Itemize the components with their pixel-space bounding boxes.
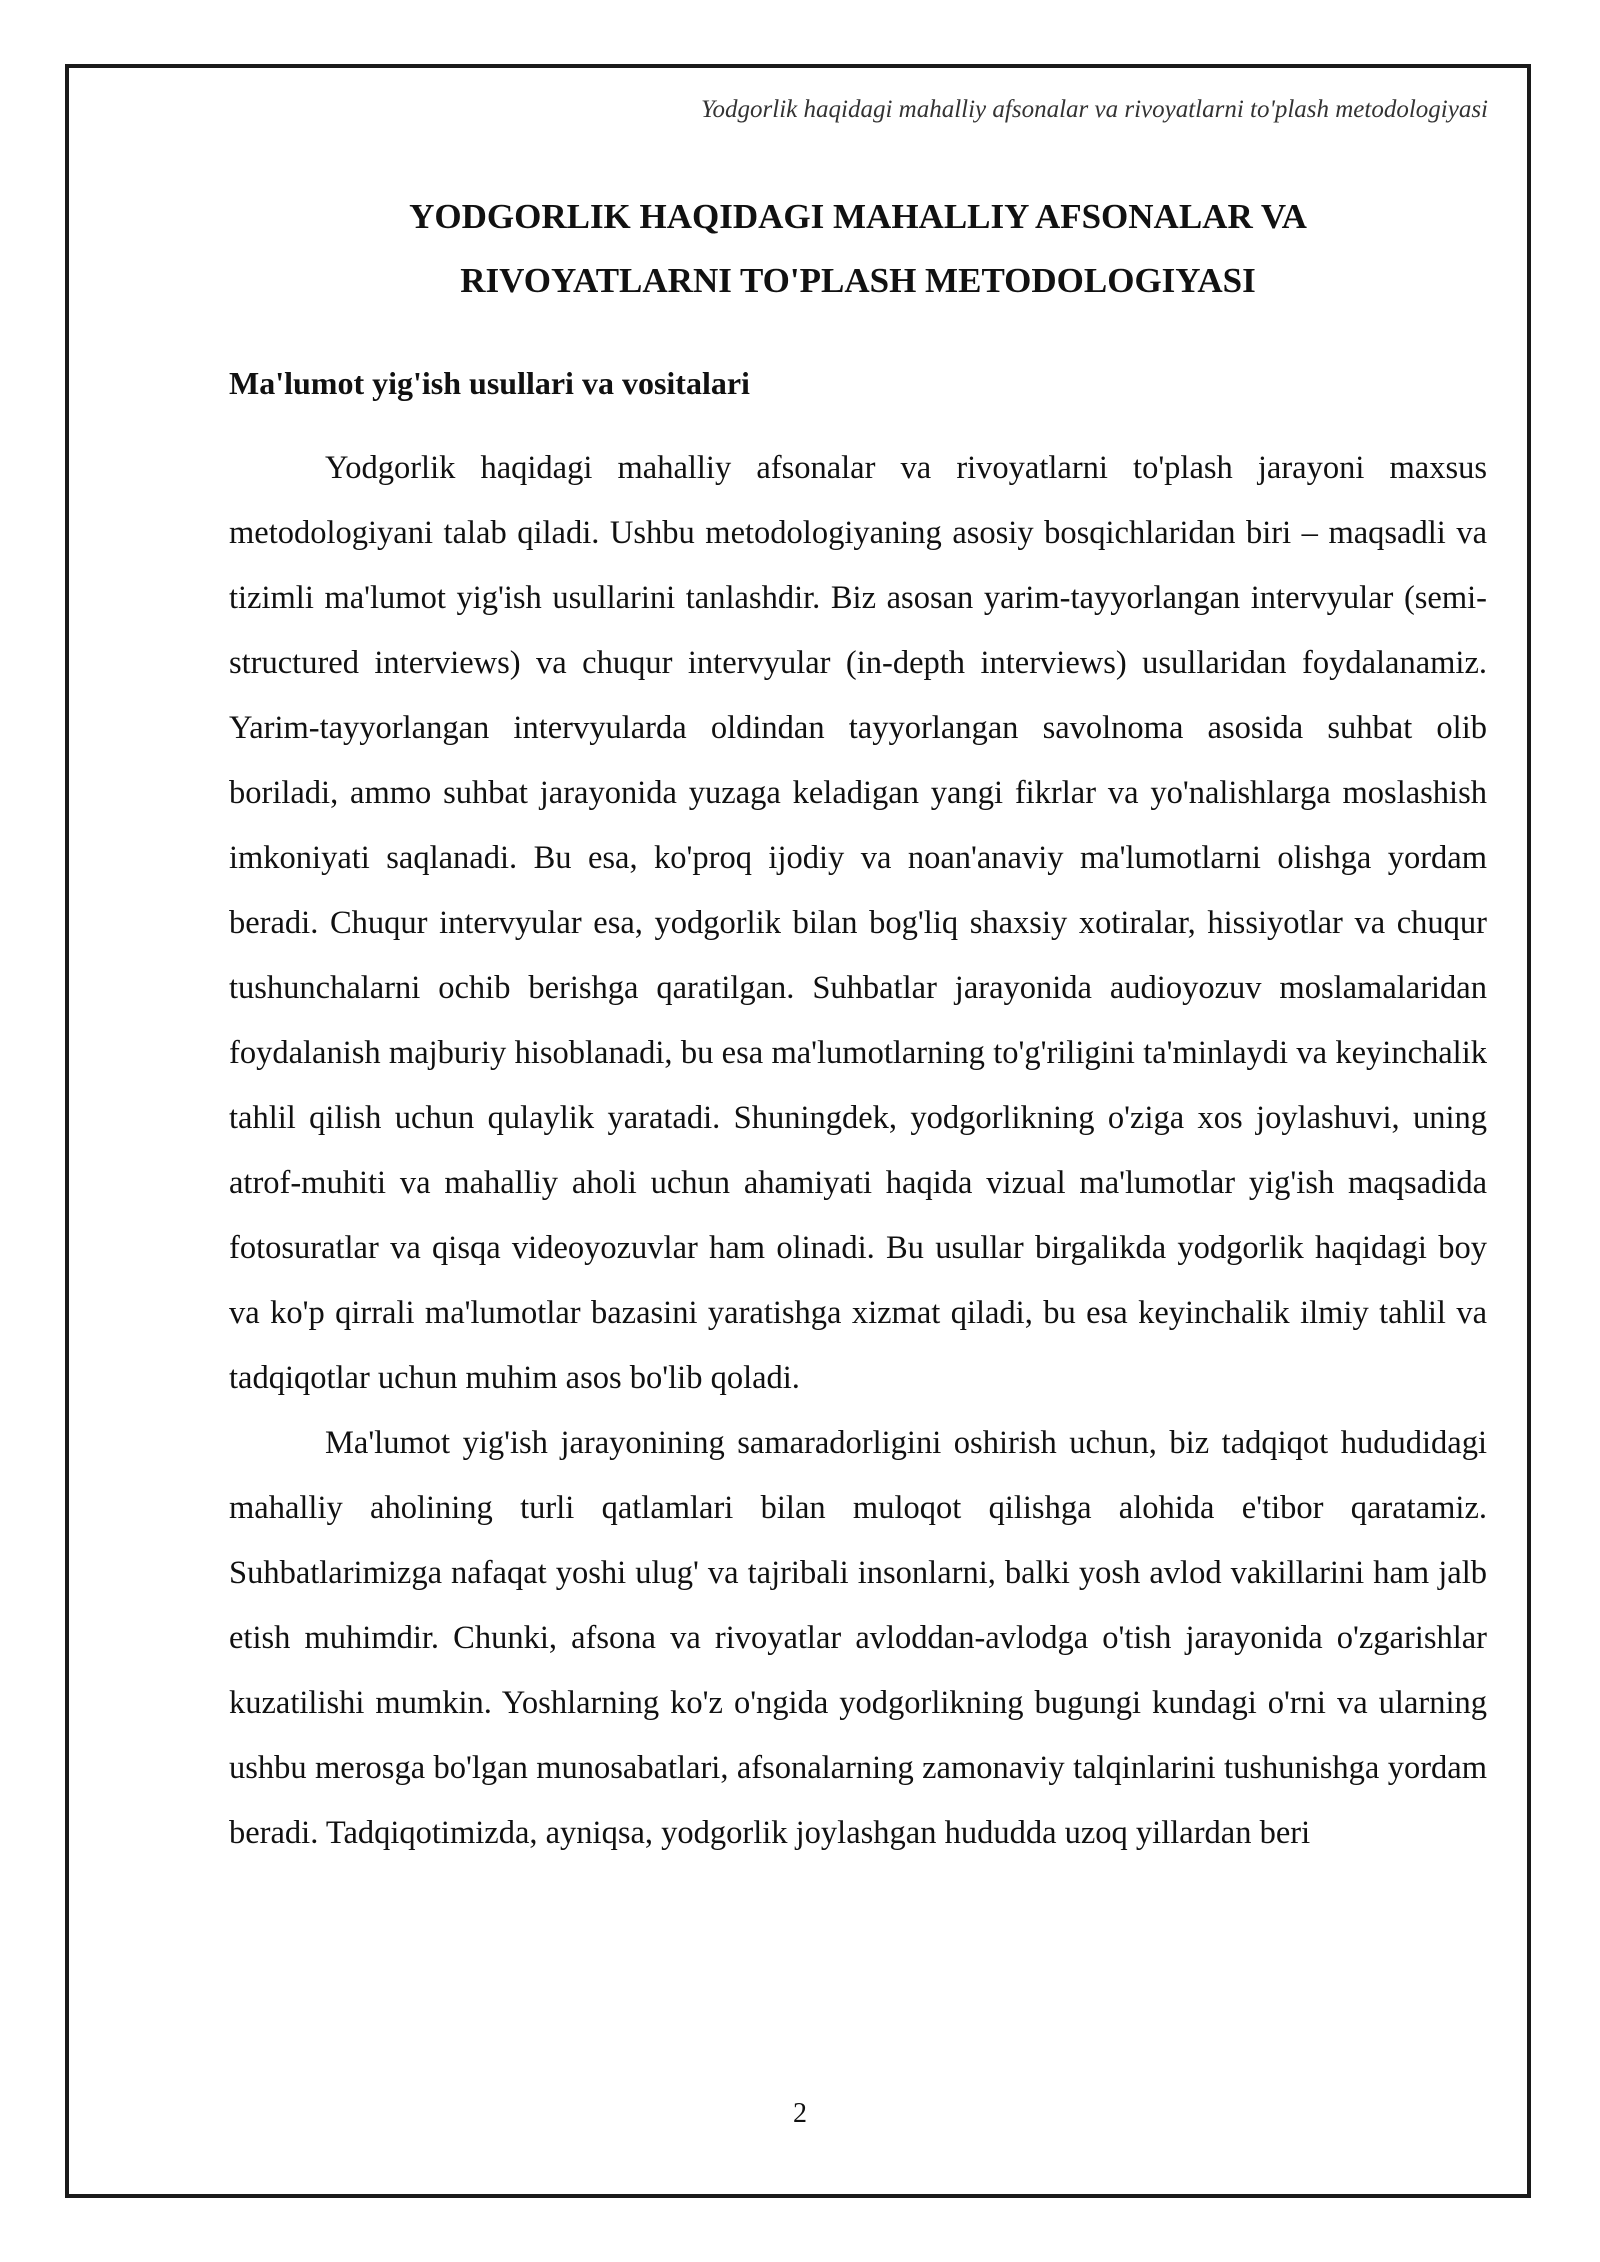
document-title: [229, 185, 1487, 313]
body-text: [229, 436, 1487, 1866]
running-header: Yodgorlik haqidagi mahalliy afsonalar va rivoyatlarni to'plash metodologiyasi: [700, 96, 1488, 123]
paragraph-2: Ma'lumot yig'ish jarayonining samaradorligini oshirish uchun, biz tadqiqot hududidagi mahalliy aholining turli qatlamlari bilan muloqot qilishga alohida e'tibor qaratamiz. Suhbatlarimizga nafaqat yoshi ulug' va tajribali insonlarni, balki yosh avlod vakillarini ham jalb etish muhimdir. Chunki, afsona va rivoyatlar avloddan-avlodga o'tish jarayonida o'zgarishlar kuzatilishi mumkin. Yoshlarning ko'z o'ngida yodgorlikning bugungi kundagi o'rni va ularning ushbu merosga bo'lgan munosabatlari, afsonalarning zamonaviy talqinlarini tushunishga yordam beradi. Tadqiqotimizda, ayniqsa, yodgorlik joylashgan hududda uzoq yillardan beri: [229, 1425, 1487, 1851]
document-title-line-2: RIVOYATLARNI TO'PLASH METODOLOGIYASI: [460, 261, 1256, 300]
section-heading: Ma'lumot yig'ish usullari va vositalari: [229, 365, 750, 401]
paragraph-1: Yodgorlik haqidagi mahalliy afsonalar va rivoyatlarni to'plash jarayoni maxsus metodologiyani talab qiladi. Ushbu metodologiyaning asosiy bosqichlaridan biri – maqsadli va tizimli ma'lumot yig'ish usullarini tanlashdir. Biz asosan yarim-tayyorlangan intervyular (semi-structured interviews) va chuqur intervyular (in-depth interviews) usullaridan foydalanamiz. Yarim-tayyorlangan intervyularda oldindan tayyorlangan savolnoma asosida suhbat olib boriladi, ammo suhbat jarayonida yuzaga keladigan yangi fikrlar va yo'nalishlarga moslashish imkoniyati saqlanadi. Bu esa, ko'proq ijodiy va noan'anaviy ma'lumotlarni olishga yordam beradi. Chuqur intervyular esa, yodgorlik bilan bog'liq shaxsiy xotiralar, hissiyotlar va chuqur tushunchalarni ochib berishga qaratilgan. Suhbatlar jarayonida audioyozuv moslamalaridan foydalanish majburiy hisoblanadi, bu esa ma'lumotlarning to'g'riligini ta'minlaydi va keyinchalik tahlil qilish uchun qulaylik yaratadi. Shuningdek, yodgorlikning o'ziga xos joylashuvi, uning atrof-muhiti va mahalliy aholi uchun ahamiyati haqida vizual ma'lumotlar yig'ish maqsadida fotosuratlar va qisqa videoyozuvlar ham olinadi. Bu usullar birgalikda yodgorlik haqidagi boy va ko'p qirrali ma'lumotlar bazasini yaratishga xizmat qiladi, bu esa keyinchalik ilmiy tahlil va tadqiqotlar uchun muhim asos bo'lib qoladi.: [229, 450, 1487, 1396]
page-number: 2: [793, 2098, 807, 2129]
document-title-line-1: YODGORLIK HAQIDAGI MAHALLIY AFSONALAR VA: [409, 197, 1307, 236]
